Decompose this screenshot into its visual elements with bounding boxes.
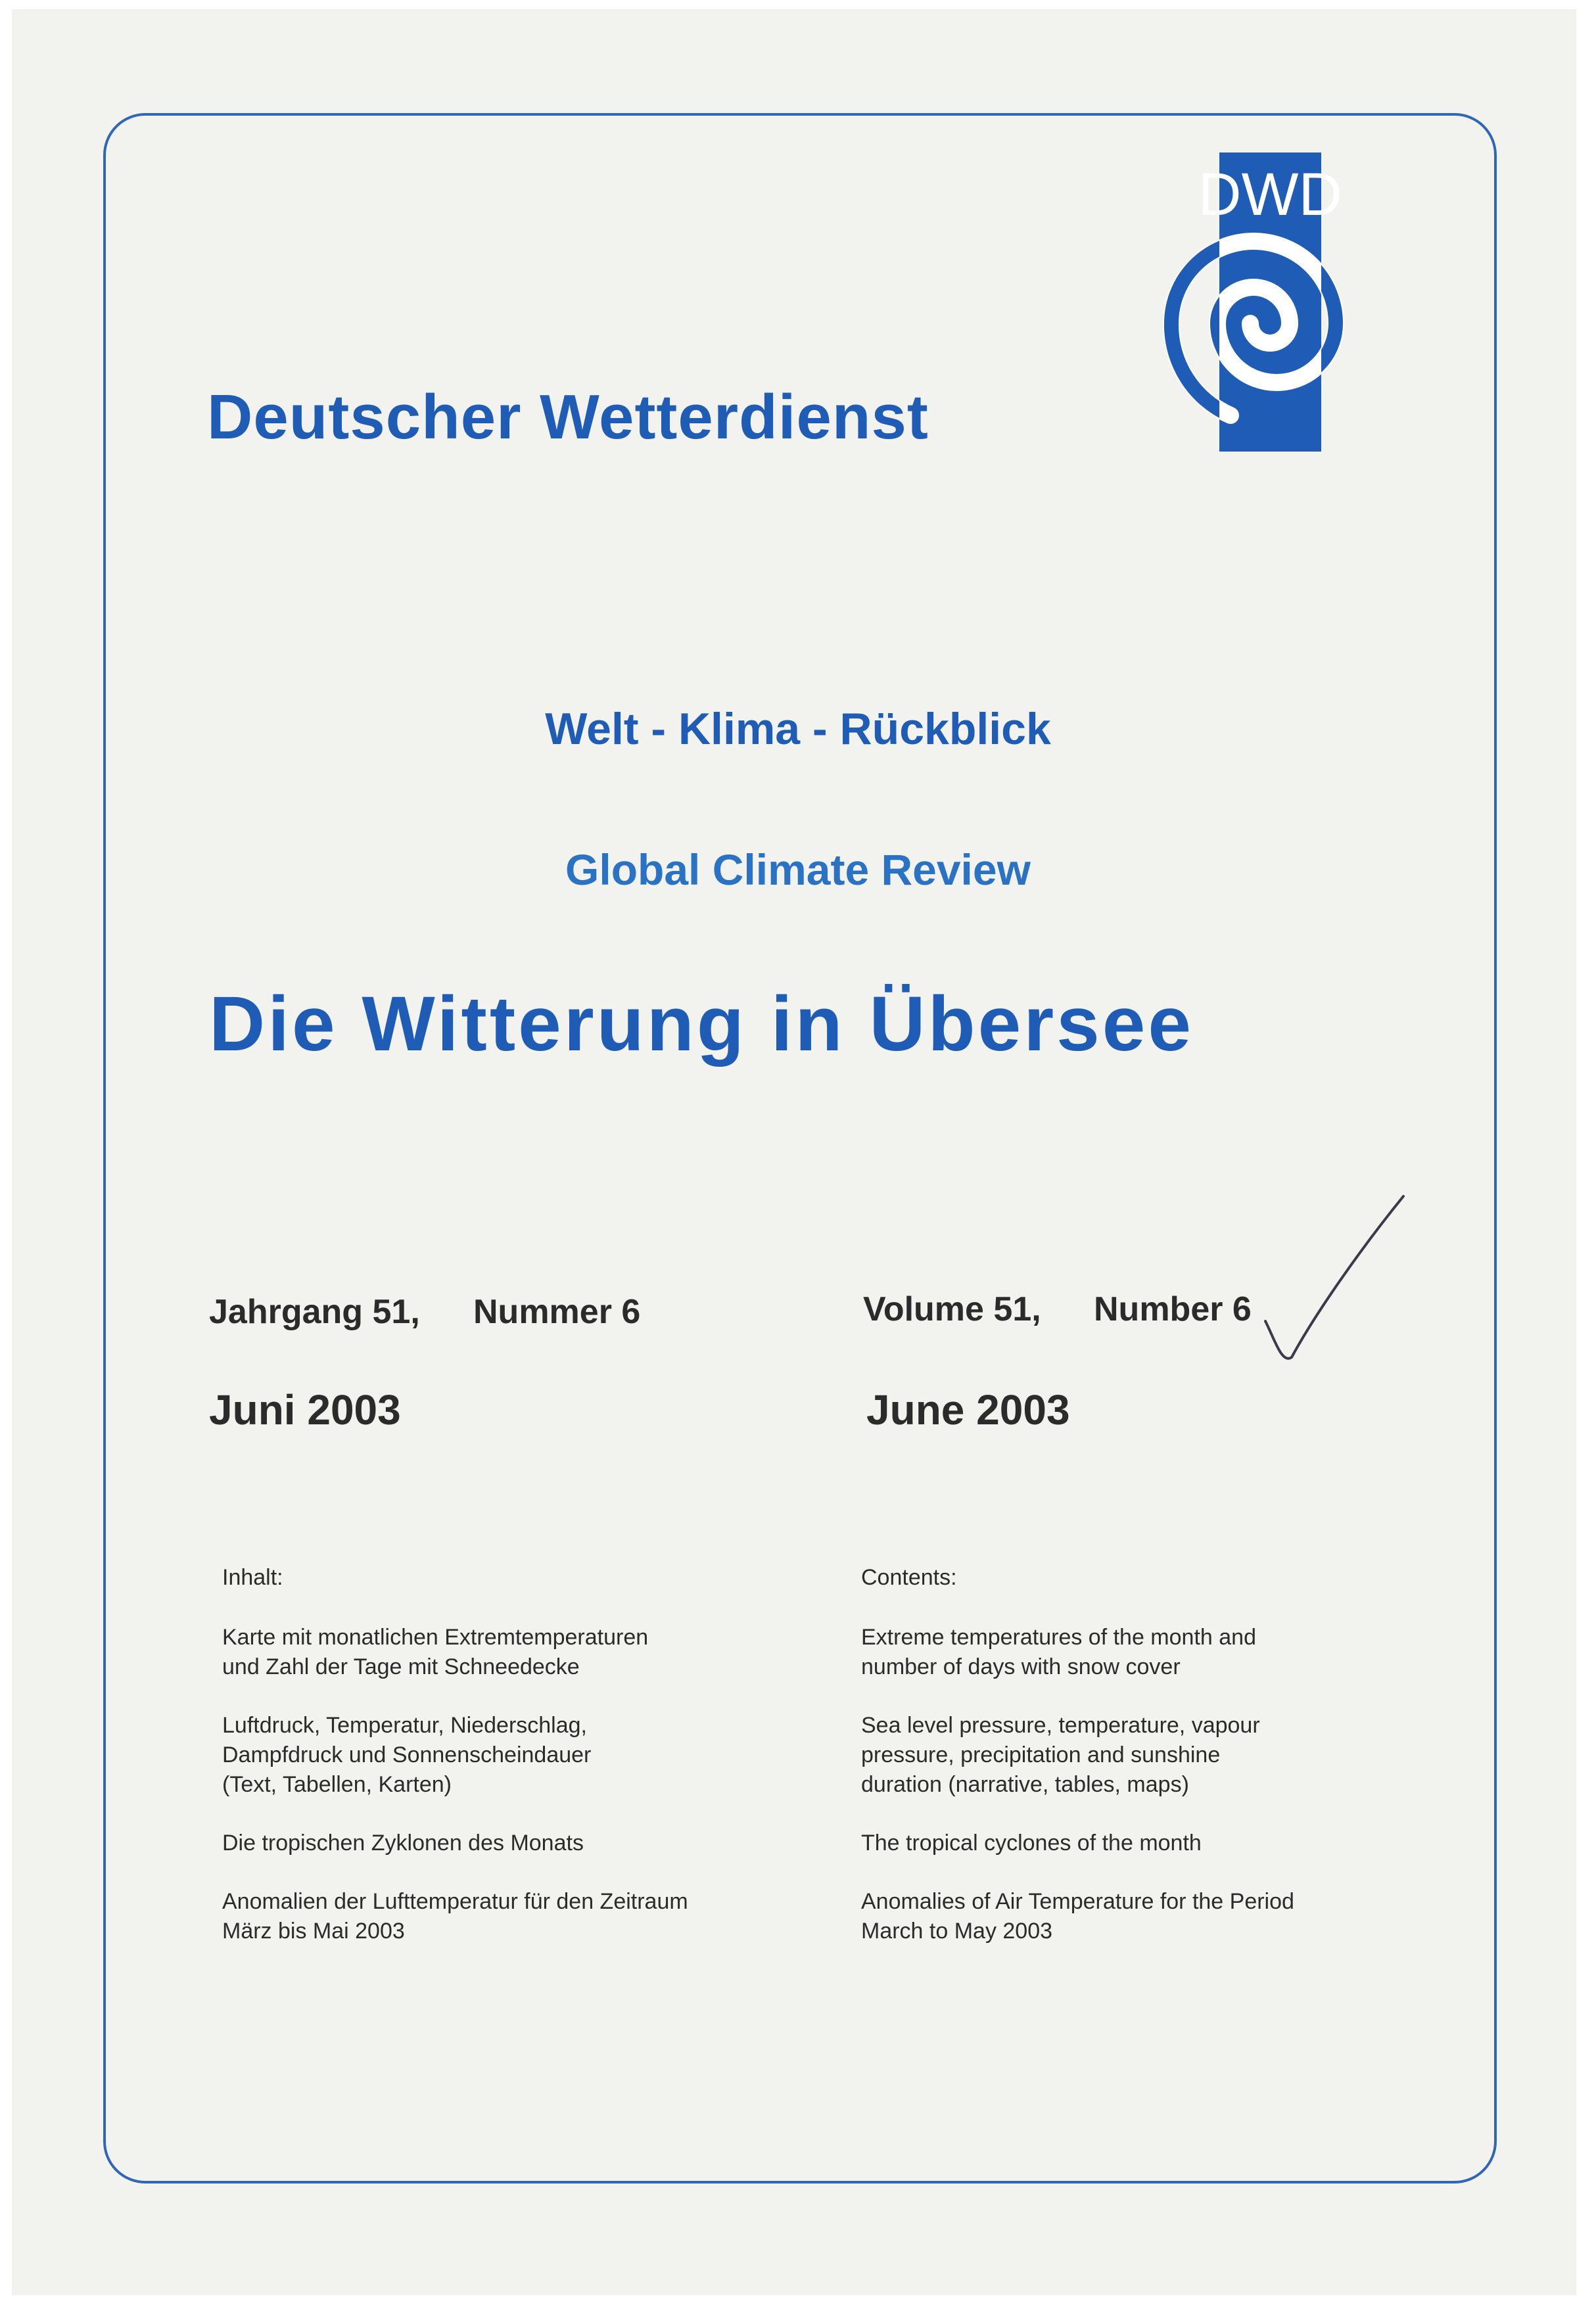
- contents-line: März bis Mai 2003: [222, 1919, 405, 1944]
- contents-line: Extreme temperatures of the month and: [861, 1625, 1256, 1650]
- contents-line: Sea level pressure, temperature, vapour: [861, 1713, 1260, 1738]
- month-english: June 2003: [866, 1386, 1070, 1434]
- contents-item: [861, 1623, 1453, 1682]
- contents-line: The tropical cyclones of the month: [861, 1831, 1202, 1856]
- dwd-logo: [1131, 152, 1374, 455]
- contents-heading-english: Contents:: [861, 1565, 957, 1590]
- subtitle-english: Global Climate Review: [565, 845, 1031, 894]
- contents-line: pressure, precipitation and sunshine: [861, 1742, 1221, 1767]
- contents-item: [222, 1623, 814, 1682]
- contents-item: [222, 1829, 814, 1858]
- contents-line: Anomalies of Air Temperature for the Period: [861, 1889, 1294, 1914]
- contents-line: duration (narrative, tables, maps): [861, 1772, 1189, 1797]
- organization-name: Deutscher Wetterdienst: [207, 382, 929, 452]
- contents-item: [861, 1829, 1453, 1858]
- contents-item: [861, 1711, 1453, 1800]
- number-german: Nummer 6: [473, 1293, 641, 1331]
- contents-line: number of days with snow cover: [861, 1654, 1181, 1679]
- month-german: Juni 2003: [209, 1386, 401, 1434]
- contents-german: [222, 1563, 814, 1975]
- contents-item: [861, 1887, 1453, 1946]
- contents-item: [222, 1887, 814, 1946]
- subtitle-german: Welt - Klima - Rückblick: [545, 704, 1051, 754]
- contents-line: Anomalien der Lufttemperatur für den Zeitraum: [222, 1889, 688, 1914]
- number-english: Number 6: [1094, 1290, 1252, 1328]
- contents-line: Die tropischen Zyklonen des Monats: [222, 1831, 584, 1856]
- contents-item: [222, 1711, 814, 1800]
- contents-line: Luftdruck, Temperatur, Niederschlag,: [222, 1713, 587, 1738]
- contents-line: Karte mit monatlichen Extremtemperaturen: [222, 1625, 649, 1650]
- contents-line: March to May 2003: [861, 1919, 1053, 1944]
- contents-line: und Zahl der Tage mit Schneedecke: [222, 1654, 580, 1679]
- logo-text: DWD: [1198, 161, 1342, 228]
- main-title: Die Witterung in Übersee: [209, 981, 1194, 1067]
- contents-line: (Text, Tabellen, Karten): [222, 1772, 452, 1797]
- volume-german: Jahrgang 51,: [209, 1293, 420, 1331]
- contents-line: Dampfdruck und Sonnenscheindauer: [222, 1742, 592, 1767]
- volume-english: Volume 51,: [863, 1290, 1041, 1328]
- handwritten-check-mark: [1236, 1190, 1420, 1374]
- contents-english: [861, 1563, 1453, 1975]
- contents-heading-german: Inhalt:: [222, 1565, 283, 1590]
